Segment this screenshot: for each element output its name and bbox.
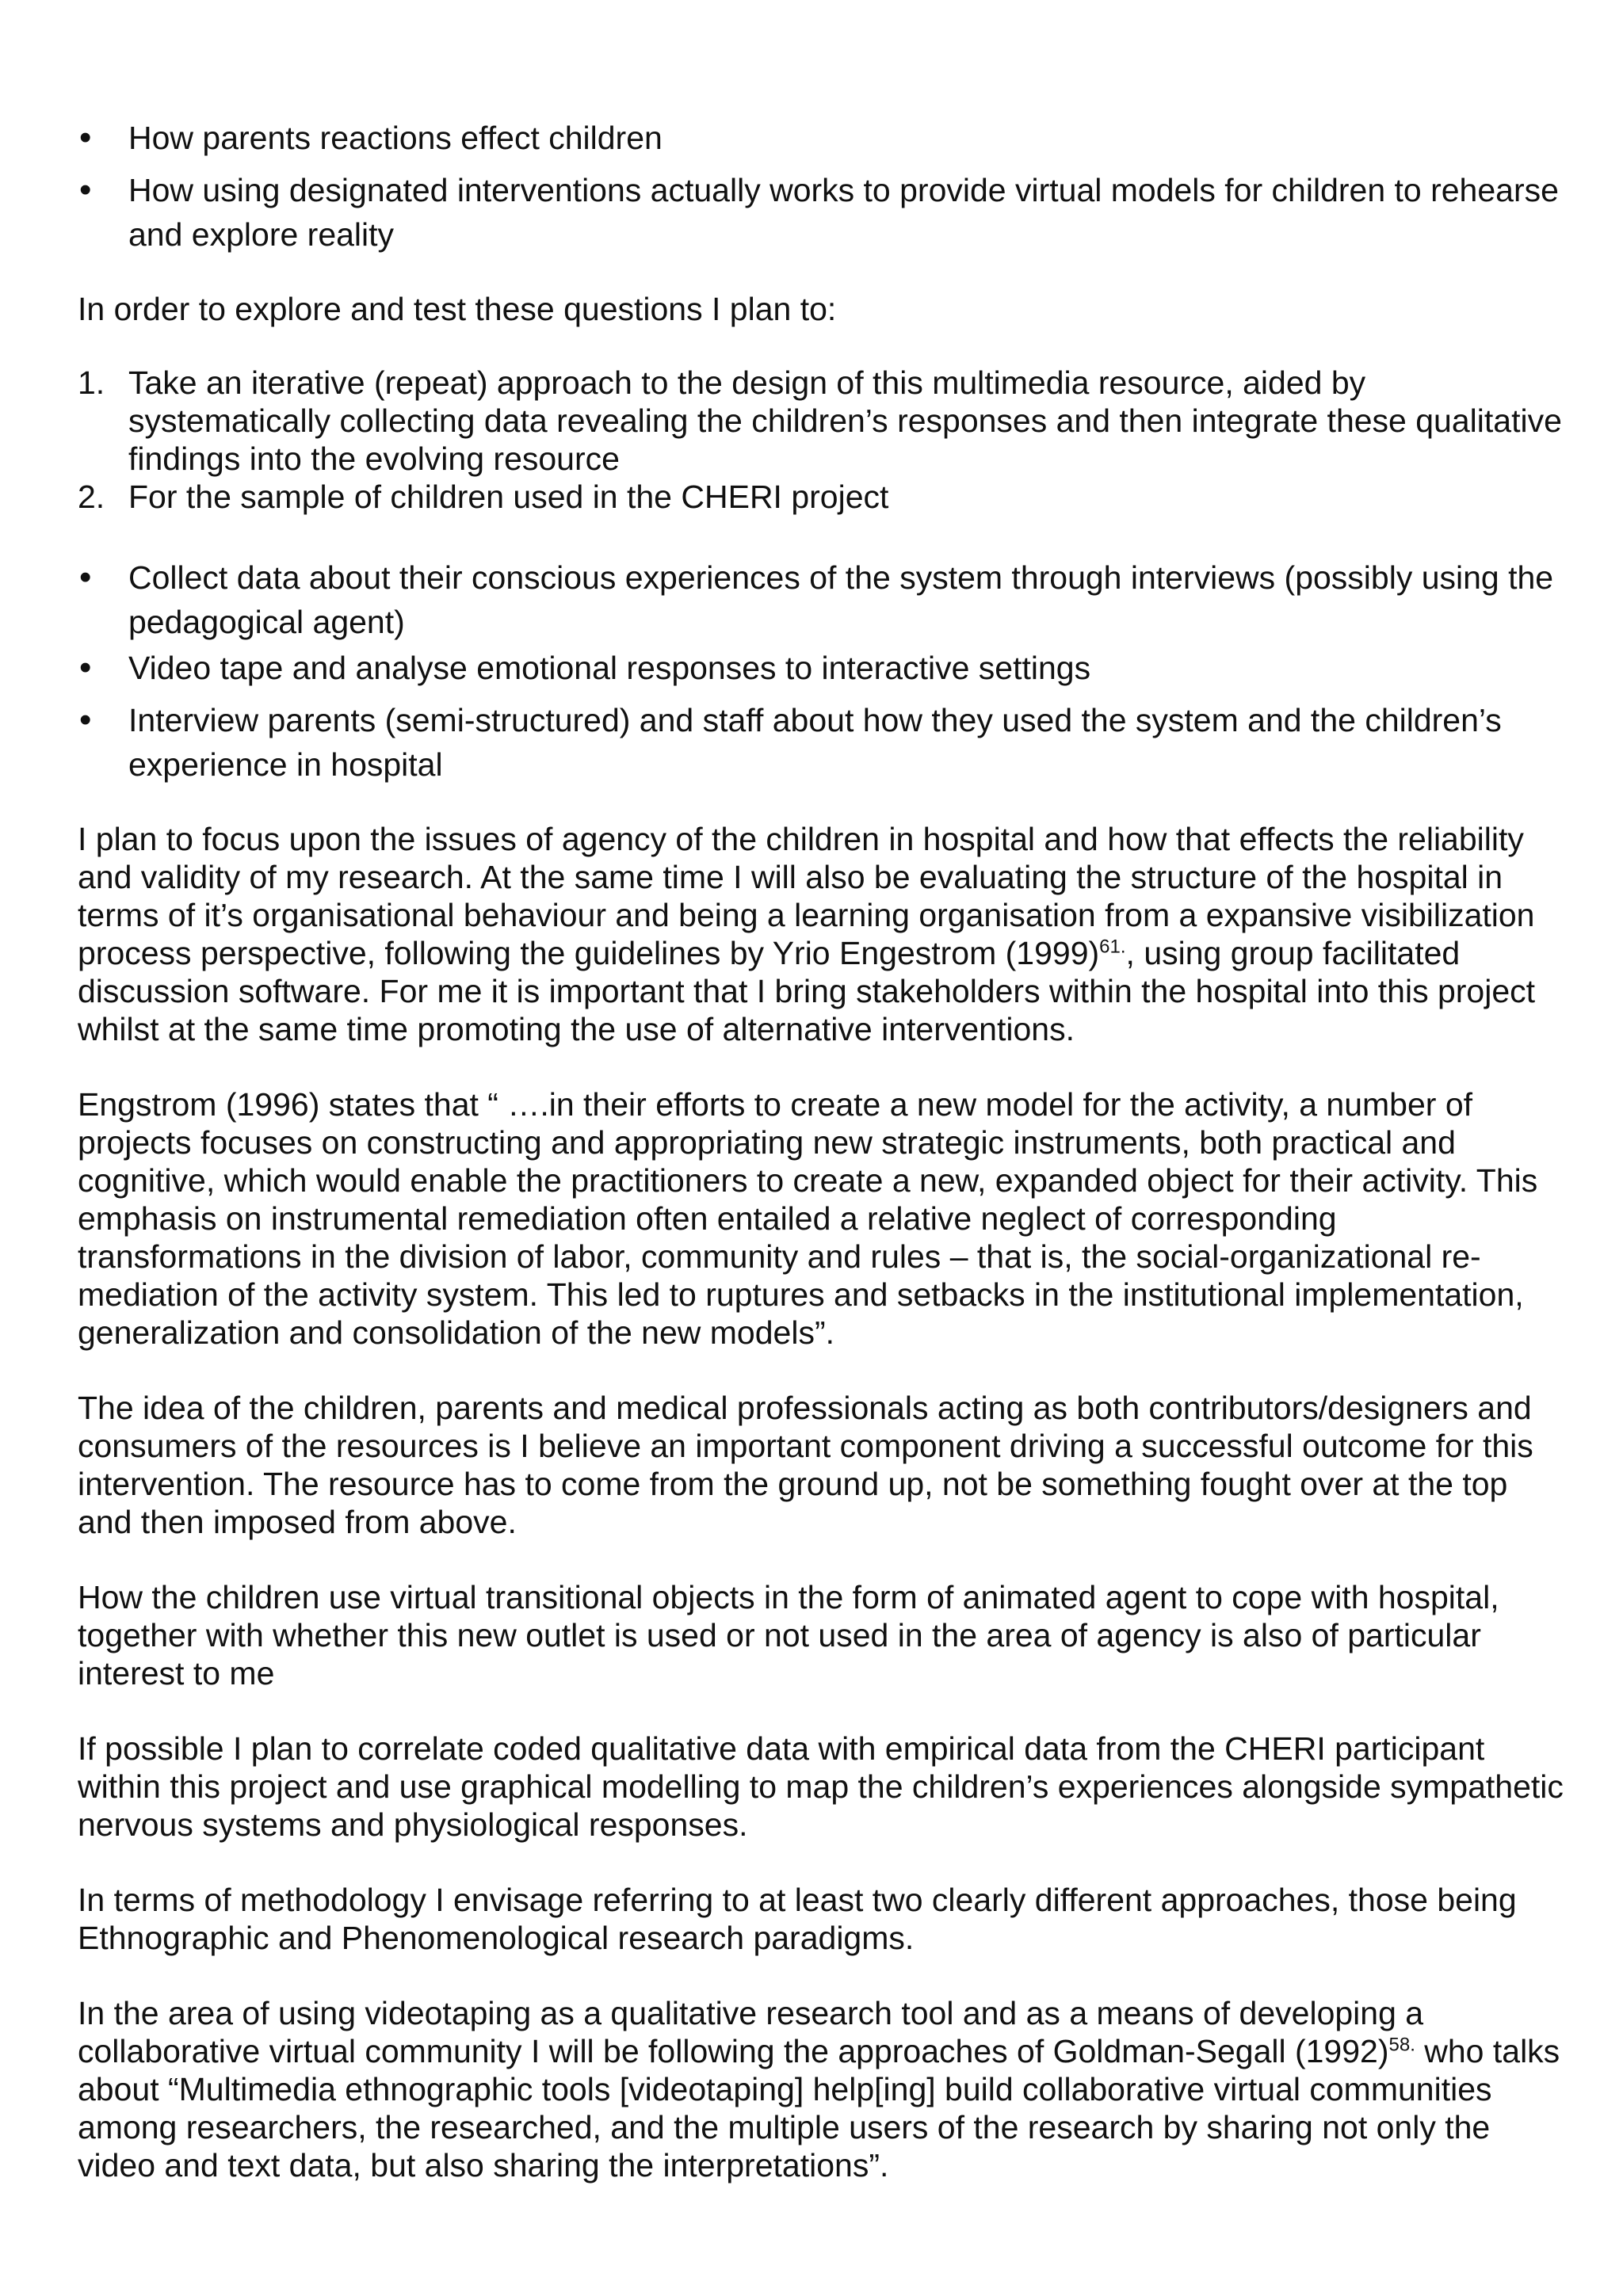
agency-paragraph: [78, 820, 1568, 1048]
data-collection-bullet-list: [78, 555, 1568, 787]
footnote-ref: 58.: [1388, 2034, 1415, 2056]
transitional-objects-paragraph: How the children use virtual transitional objects in the form of animated agent to cope with hospital, together with whether this new outlet is used or not used in the area of agency is also of particular interest to me: [78, 1579, 1499, 1691]
agency-text-continued: , using group facilitated discussion software. For me it is important that I bring stakeholders within the hospital into this project whilst at the same time promoting the use of alternative interventions.: [78, 935, 1536, 1047]
agency-text: I plan to focus upon the issues of agency of the children in hospital and how that effects the reliability and validity of my research. At the same time I will also be evaluating the structure of the hospital in terms of it’s organisational behaviour and being a learning organisation from a expansive visibilization process perspective, following the guidelines by Yrio Engestrom (1999): [78, 821, 1535, 971]
list-item: • How using designated interventions actually works to provide virtual models for children to rehearse and explore reality: [78, 168, 1568, 257]
question-bullet-list: [78, 119, 1568, 257]
list-item: • Interview parents (semi-structured) and staff about how they used the system and the children’s experience in hospital: [78, 698, 1568, 787]
videotaping-text: In the area of using videotaping as a qualitative research tool and as a means of developing a collaborative virtual community I will be following the approaches of Goldman-Segall (1992): [78, 1995, 1424, 2069]
list-item: • Collect data about their conscious experiences of the system through interviews (possibly using the pedagogical agent): [78, 555, 1568, 644]
list-item: [78, 364, 1568, 478]
stakeholder-paragraph: The idea of the children, parents and medical professionals acting as both contributors/designers and consumers of the resources is I believe an important component driving a successful outcome for this intervention. The resource has to come from the ground up, not be something fought over at the top and then imposed from above.: [78, 1390, 1533, 1540]
correlation-paragraph: If possible I plan to correlate coded qualitative data with empirical data from the CHERI participant within this project and use graphical modelling to map the children’s experiences alongside sympathetic nervous systems and physiological responses.: [78, 1730, 1564, 1843]
plan-numbered-list: [78, 364, 1568, 516]
list-item-text: Take an iterative (repeat) approach to the design of this multimedia resource, aided by systematically collecting data revealing the children’s responses and then integrate these qualitative findings into the evolving resource: [128, 364, 1562, 477]
engstrom-quote-paragraph: Engstrom (1996) states that “ ….in their efforts to create a new model for the activity, a number of projects focuses on constructing and appropriating new strategic instruments, both practical and cognitive, which would enable the practitioners to create a new, expanded object for their activity. This emphasis on instrumental remediation often entailed a relative neglect of corresponding transformations in the division of labor, community and rules – that is, the social-organizational re-mediation of the activity system. This led to ruptures and setbacks in the institutional implementation, generalization and consolidation of the new models”.: [78, 1086, 1538, 1351]
methodology-paragraph: In terms of methodology I envisage referring to at least two clearly different approaches, those being Ethnographic and Phenomenological research paradigms.: [78, 1882, 1517, 1956]
list-number: 1.: [78, 364, 105, 401]
list-item-text: For the sample of children used in the CHERI project: [128, 479, 889, 515]
list-item: • Video tape and analyse emotional responses to interactive settings: [78, 649, 1568, 687]
footnote-ref: 61.: [1099, 936, 1126, 958]
list-number: 2.: [78, 479, 105, 515]
list-item: [78, 478, 1568, 516]
videotaping-text-continued: who talks about “Multimedia ethnographic tools [videotaping] help[ing] build collaborative virtual communities among researchers, the researched, and the multiple users of the research by sharing not only the video and text data, but also sharing the interpretations”.: [78, 2033, 1560, 2183]
list-item: • How parents reactions effect children: [78, 119, 1568, 157]
intro-paragraph: In order to explore and test these questions I plan to:: [78, 291, 837, 327]
document-page: [78, 119, 1568, 2184]
videotaping-paragraph: [78, 1994, 1568, 2184]
